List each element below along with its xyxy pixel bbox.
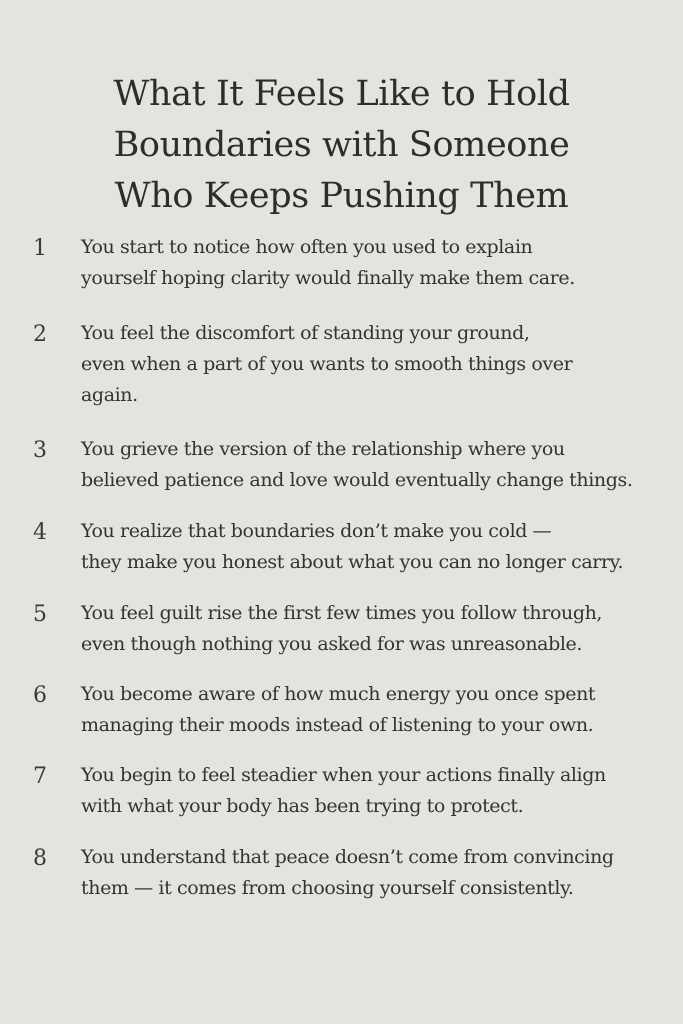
item-text-line: You feel guilt rise the first few times you follow through, bbox=[81, 602, 603, 624]
item-text-line: You start to notice how often you used to explain bbox=[81, 236, 533, 258]
item-number: 6 bbox=[33, 683, 47, 708]
item-text-line: You begin to feel steadier when your actions finally align bbox=[81, 764, 606, 786]
item-text-line: even when a part of you wants to smooth things over bbox=[81, 353, 573, 375]
title-line: Boundaries with Someone bbox=[113, 125, 570, 166]
item-text-line: You grieve the version of the relationship where you bbox=[81, 438, 565, 460]
item-number: 1 bbox=[33, 236, 47, 261]
item-text-line: with what your body has been trying to protect. bbox=[81, 795, 524, 817]
page-title bbox=[0, 69, 683, 222]
item-number: 2 bbox=[33, 322, 47, 347]
item-text bbox=[81, 516, 656, 578]
item-text-line: they make you honest about what you can no longer carry. bbox=[81, 551, 624, 573]
item-text-line: them — it comes from choosing yourself consistently. bbox=[81, 877, 574, 899]
item-text-line: even though nothing you asked for was unreasonable. bbox=[81, 633, 583, 655]
item-number: 5 bbox=[33, 602, 47, 627]
item-text bbox=[81, 842, 656, 904]
item-text bbox=[81, 679, 656, 741]
item-number: 7 bbox=[33, 764, 47, 789]
item-text bbox=[81, 598, 656, 660]
item-number: 4 bbox=[33, 520, 47, 545]
item-text-line: You feel the discomfort of standing your ground, bbox=[81, 322, 530, 344]
item-text-line: managing their moods instead of listening to your own. bbox=[81, 714, 594, 736]
item-number: 8 bbox=[33, 846, 47, 871]
item-text-line: You understand that peace doesn’t come from convincing bbox=[81, 846, 614, 868]
item-text bbox=[81, 434, 656, 496]
item-number: 3 bbox=[33, 438, 47, 463]
item-text-line: You become aware of how much energy you once spent bbox=[81, 683, 596, 705]
item-text bbox=[81, 760, 656, 822]
title-line: Who Keeps Pushing Them bbox=[114, 176, 569, 217]
item-text bbox=[81, 232, 656, 294]
title-line: What It Feels Like to Hold bbox=[113, 74, 570, 115]
item-text bbox=[81, 318, 656, 411]
item-text-line: believed patience and love would eventually change things. bbox=[81, 469, 633, 491]
item-text-line: yourself hoping clarity would finally make them care. bbox=[81, 267, 575, 289]
item-text-line: You realize that boundaries don’t make you cold — bbox=[81, 520, 552, 542]
item-text-line: again. bbox=[81, 384, 138, 406]
